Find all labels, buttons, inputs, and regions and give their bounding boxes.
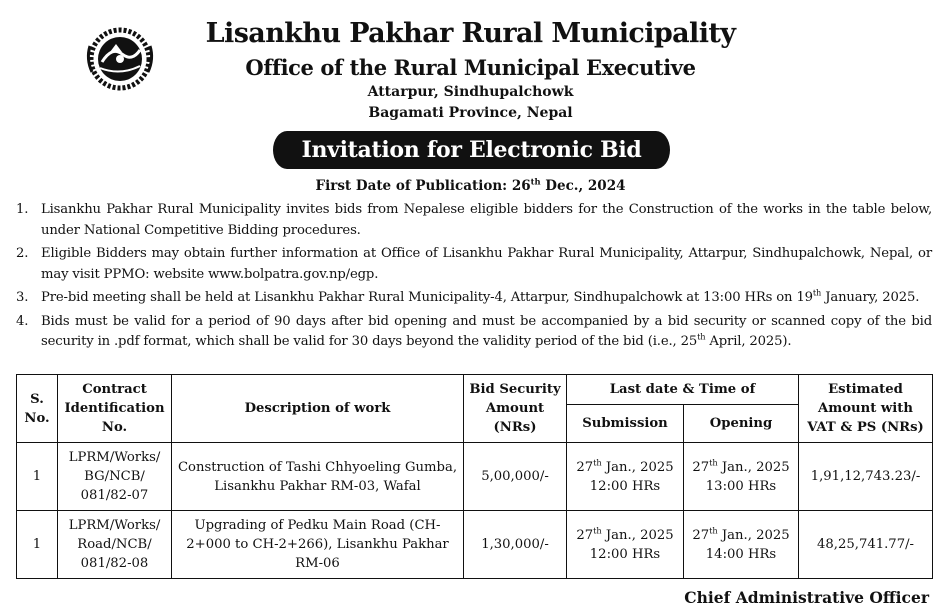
cell-estimated: 1,91,12,743.23/- (799, 443, 933, 511)
cell-submission: 27th Jan., 2025 12:00 HRs (567, 443, 684, 511)
municipality-name: Lisankhu Pakhar Rural Municipality (205, 18, 736, 49)
office-name: Office of the Rural Municipal Executive (245, 55, 696, 80)
table-row (17, 443, 933, 511)
cell-submission: 27th Jan., 2025 12:00 HRs (567, 511, 684, 579)
address-line-1: Attarpur, Sindhupalchowk (367, 84, 574, 100)
clause-item: 1. Lisankhu Pakhar Rural Municipality invites bids from Nepalese eligible bidders for the Construction of the works in the table below, under National Competitive Bidding procedures. (16, 202, 932, 238)
signatory-title: Chief Administrative Officer (684, 588, 929, 607)
notice-title: Invitation for Electronic Bid (301, 137, 642, 163)
header-bid-security: Bid Security Amount (NRs) (464, 375, 567, 443)
clause-item: 2. Eligible Bidders may obtain further information at Office of Lisankhu Pakhar Rural Municipality, Attarpur, Sindhupalchowk, Nepal, or may visit PPMO: website www.bolpatra.gov.np/egp. (16, 246, 932, 282)
cell-contract-id: LPRM/Works/ Road/NCB/ 081/82-08 (58, 511, 172, 579)
header-description: Description of work (172, 375, 464, 443)
clause-item: 4. Bids must be valid for a period of 90 days after bid opening and must be accompanied by a bid security or scanned copy of the bid security in .pdf format, which shall be valid for 30 days beyond the validity period of the bid (i.e., 25th April, 2025). (16, 313, 932, 349)
cell-bid-security: 1,30,000/- (464, 511, 567, 579)
table-row (17, 511, 933, 579)
cell-description: Construction of Tashi Chhyoeling Gumba, Lisankhu Pakhar RM-03, Wafal (172, 443, 464, 511)
header-submission: Submission (567, 405, 684, 443)
cell-opening: 27th Jan., 2025 13:00 HRs (684, 443, 799, 511)
notice-title-banner (273, 131, 670, 169)
address-line-2: Bagamati Province, Nepal (368, 105, 573, 121)
cell-estimated: 48,25,741.77/- (799, 511, 933, 579)
cell-opening: 27th Jan., 2025 14:00 HRs (684, 511, 799, 579)
header-estimated: Estimated Amount with VAT & PS (NRs) (799, 375, 933, 443)
header-contract-id: Contract Identification No. (58, 375, 172, 443)
bid-table (16, 374, 933, 579)
cell-sn: 1 (17, 443, 58, 511)
cell-bid-security: 5,00,000/- (464, 443, 567, 511)
cell-sn: 1 (17, 511, 58, 579)
header-opening: Opening (684, 405, 799, 443)
cell-contract-id: LPRM/Works/ BG/NCB/ 081/82-07 (58, 443, 172, 511)
header-last-date: Last date & Time of (567, 375, 799, 405)
header-sn: S. No. (17, 375, 58, 443)
publication-date: First Date of Publication: 26th Dec., 2024 (315, 176, 626, 194)
cell-description: Upgrading of Pedku Main Road (CH-2+000 to CH-2+266), Lisankhu Pakhar RM-06 (172, 511, 464, 579)
notice-clauses (14, 200, 932, 356)
clause-item: 3. Pre-bid meeting shall be held at Lisankhu Pakhar Rural Municipality-4, Attarpur, Sindhupalchowk at 13:00 HRs on 19th January, 2025. (16, 287, 920, 305)
